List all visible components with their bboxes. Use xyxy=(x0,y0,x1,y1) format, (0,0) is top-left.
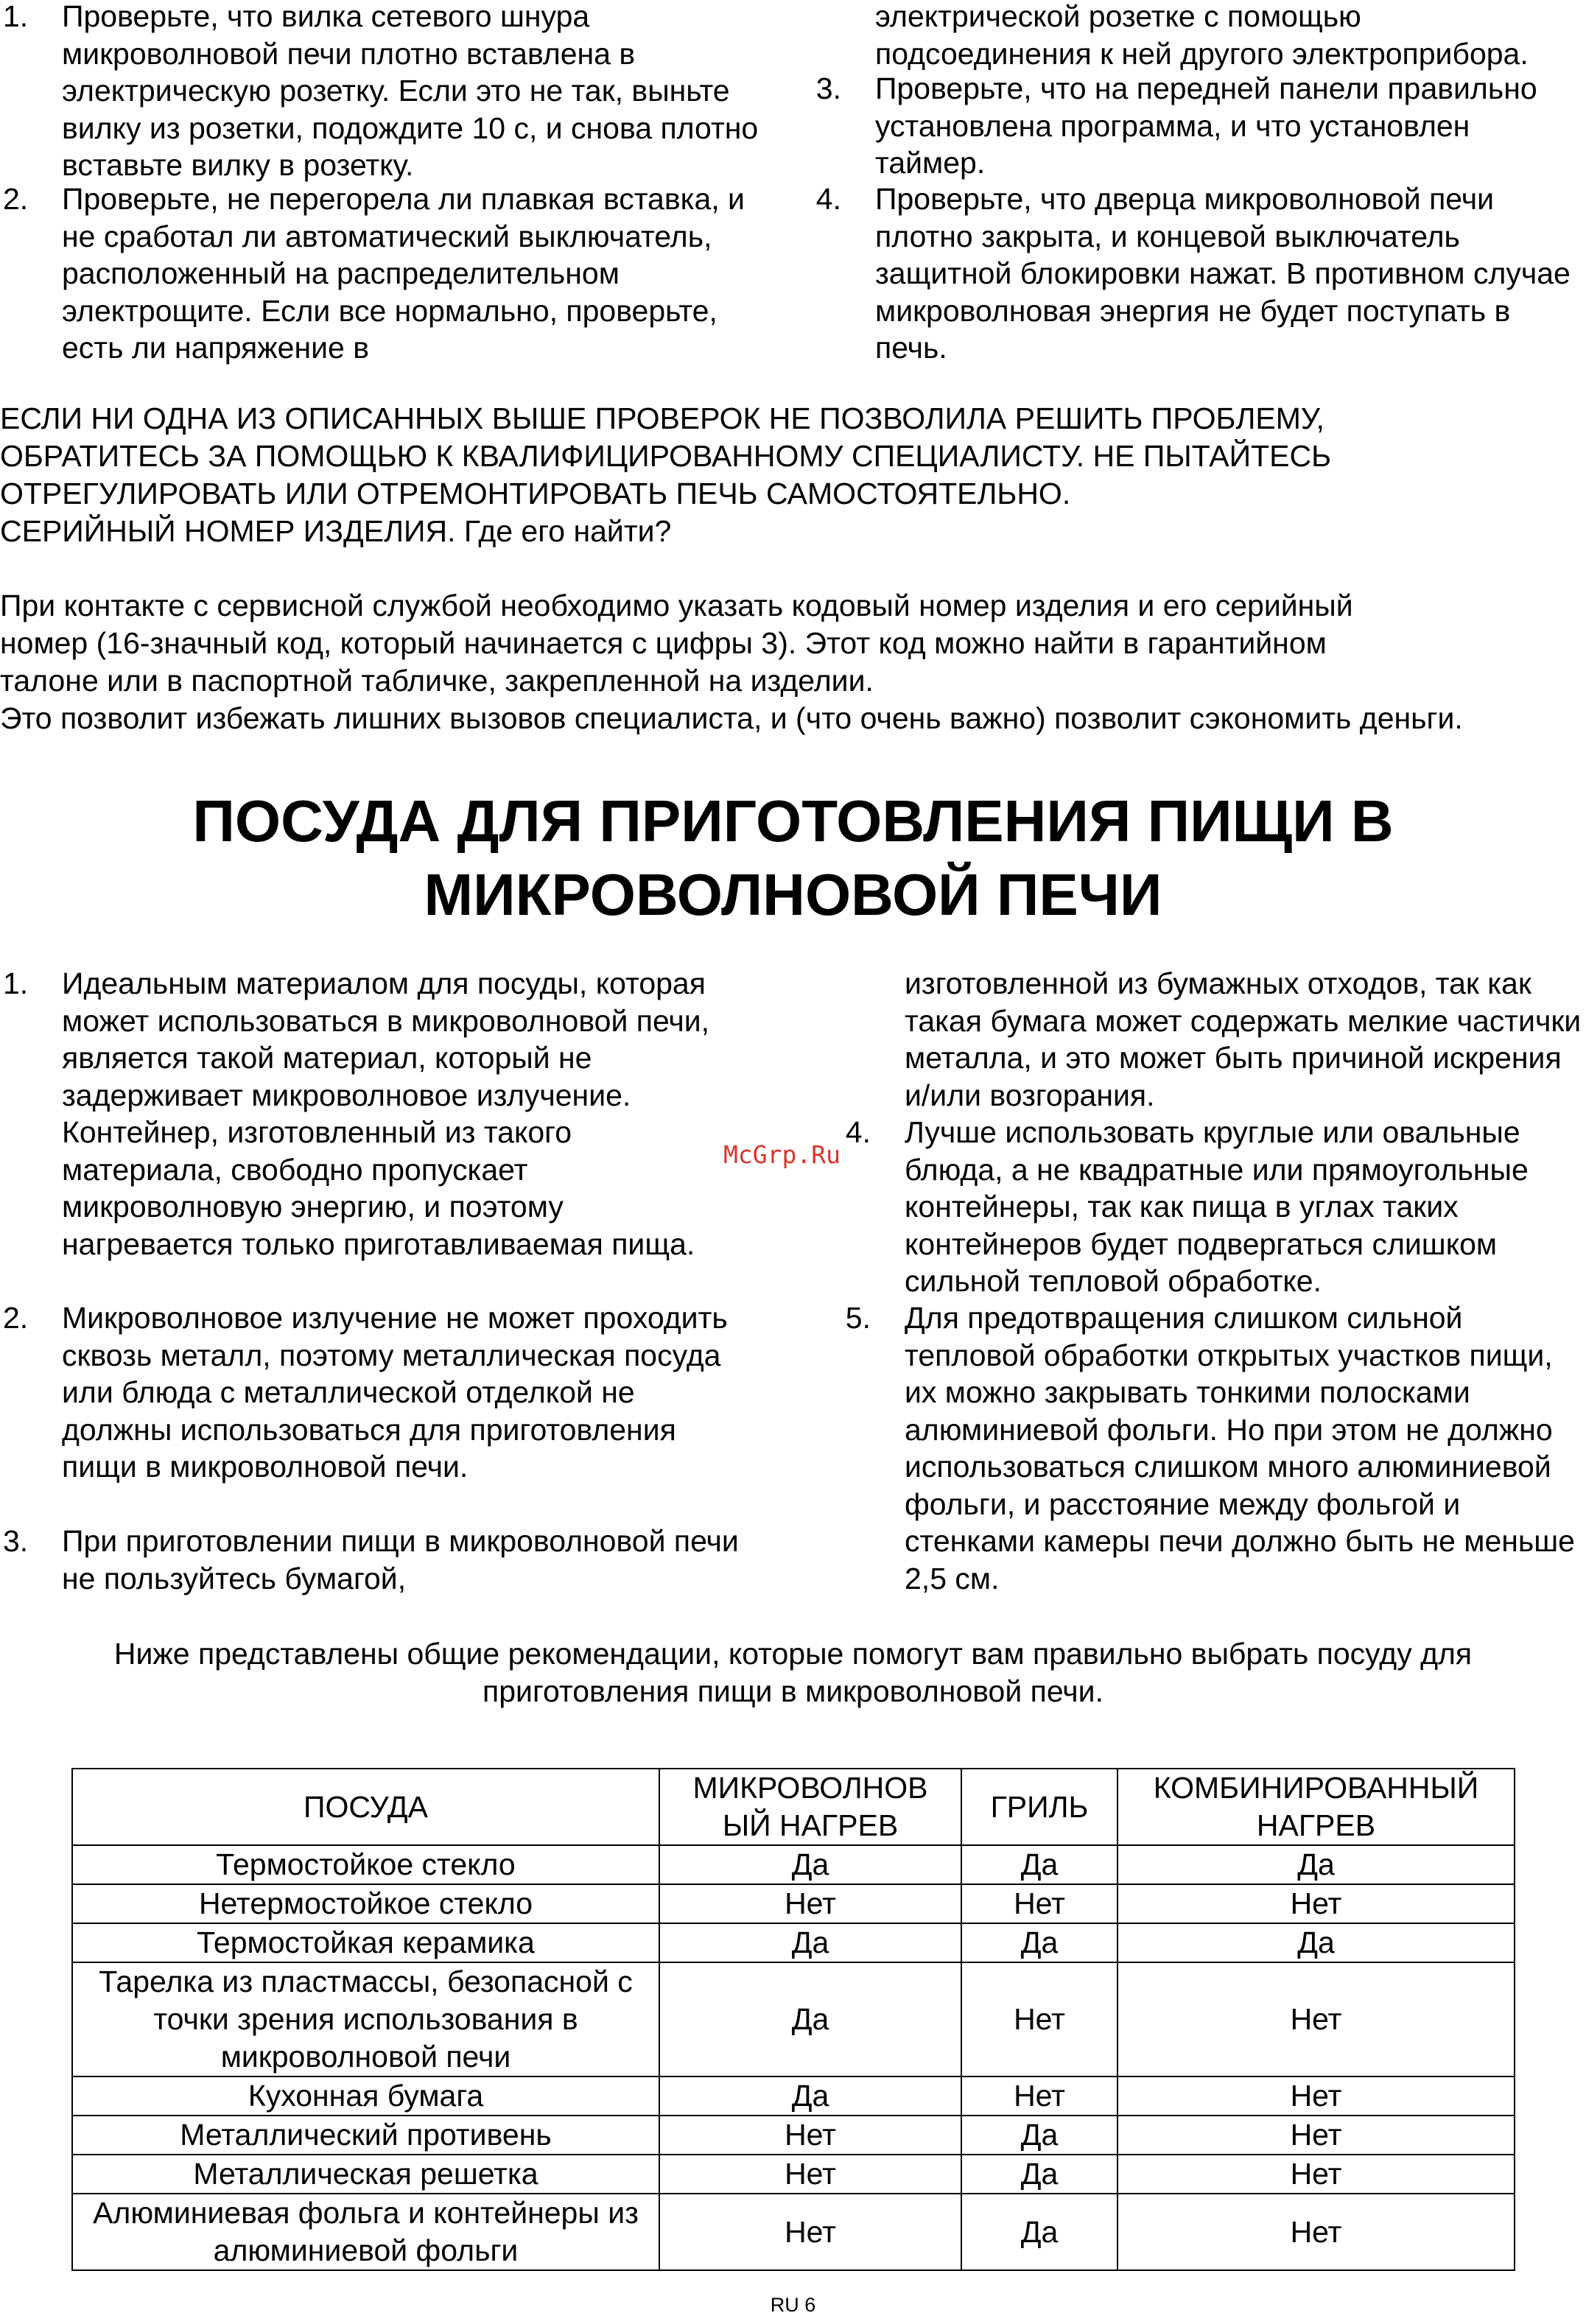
list-item-1 xyxy=(3,0,784,189)
list-number: 3. xyxy=(3,1524,29,1558)
table-header-row xyxy=(72,1769,1515,1845)
table-cell: Да xyxy=(961,1923,1117,1962)
table-row xyxy=(72,2076,1515,2116)
list-number: 1. xyxy=(3,0,29,33)
serial-heading: СЕРИЙНЫЙ НОМЕР ИЗДЕЛИЯ. Где его найти? xyxy=(0,514,672,548)
table-cell: Нет xyxy=(1117,2076,1515,2116)
cookware-table xyxy=(71,1768,1515,2271)
table-cell: Нет xyxy=(1117,2116,1515,2155)
table-cell: Нет xyxy=(659,2194,961,2270)
table-row xyxy=(72,1923,1515,1962)
list-number: 5. xyxy=(845,1301,871,1335)
table-cell: Нет xyxy=(659,2155,961,2194)
header-cell: ГРИЛЬ xyxy=(961,1769,1117,1845)
table-cell: Термостойкое стекло xyxy=(72,1845,659,1884)
table-cell: Нет xyxy=(659,2116,961,2155)
table-cell: Да xyxy=(1117,1923,1515,1962)
serial-line: номер (16-значный код, который начинается с цифры 3). Этот код можно найти в гарантийном xyxy=(0,626,1327,660)
table-cell: Да xyxy=(659,1845,961,1884)
page-number: RU 6 xyxy=(770,2294,816,2316)
table-cell: Кухонная бумага xyxy=(72,2076,659,2116)
warning-line: ОТРЕГУЛИРОВАТЬ ИЛИ ОТРЕМОНТИРОВАТЬ ПЕЧЬ САМОСТОЯТЕЛЬНО. xyxy=(0,477,1071,510)
table-row xyxy=(72,1884,1515,1923)
list-text: Для предотвращения слишком сильной тепловой обработки открытых участков пищи, их можно закрывать тонкими полосками алюминиевой фольги. Но при этом не должно использоваться слишком много алюминиевой фольги, и расстояние между фольгой и стенками камеры печи должно быть не меньше 2,5 см. xyxy=(905,1301,1575,1595)
list-item-2 xyxy=(3,180,784,372)
table-cell: Да xyxy=(659,1923,961,1962)
table-cell: Да xyxy=(1117,1845,1515,1884)
list-number: 2. xyxy=(3,182,29,216)
serial-line: Это позволит избежать лишних вызовов специалиста, и (что очень важно) позволит сэкономить деньги. xyxy=(0,701,1463,735)
list-text: Микроволновое излучение не может проходить сквозь металл, поэтому металлическая посуда или блюда с металлической отделкой не должны использоваться для приготовления пищи в микроволновой печи. xyxy=(62,1301,728,1484)
list-item-3 xyxy=(807,70,1582,180)
table-cell: Да xyxy=(659,2076,961,2116)
list-continuation: изготовленной из бумажных отходов, так как такая бумага может содержать мелкие частички металла, и это может быть причиной искрения и/или возгорания. xyxy=(905,966,1582,1112)
table-cell: Тарелка из пластмассы, безопасной с точки зрения использования в микроволновой печи xyxy=(72,1962,659,2076)
table-cell: Алюминиевая фольга и контейнеры из алюминиевой фольги xyxy=(72,2194,659,2270)
list-number: 1. xyxy=(3,966,29,1000)
table-row xyxy=(72,2155,1515,2194)
list-item-1 xyxy=(3,965,740,1304)
list-item-3 xyxy=(3,1523,740,1604)
list-item-2 xyxy=(3,1299,740,1528)
table-cell: Металлическая решетка xyxy=(72,2155,659,2194)
serial-line: талоне или в паспортной табличке, закрепленной на изделии. xyxy=(0,664,874,698)
table-cell: Нет xyxy=(961,2076,1117,2116)
table-cell: Нетермостойкое стекло xyxy=(72,1884,659,1923)
list-text: Проверьте, что на передней панели правильно установлена программа, и что установлен таймер. xyxy=(875,71,1537,180)
list-text: При приготовлении пищи в микроволновой печи не пользуйтесь бумагой, xyxy=(62,1524,739,1595)
warning-line: ОБРАТИТЕСЬ ЗА ПОМОЩЬЮ К КВАЛИФИЦИРОВАННОМУ СПЕЦИАЛИСТУ. НЕ ПЫТАЙТЕСЬ xyxy=(0,439,1332,473)
table-cell: Термостойкая керамика xyxy=(72,1923,659,1962)
table-cell: Нет xyxy=(1117,1884,1515,1923)
table-cell: Да xyxy=(961,2116,1117,2155)
table-row xyxy=(72,2116,1515,2155)
list-text: Проверьте, что дверца микроволновой печи плотно закрыта, и концевой выключатель защитной блокировки нажат. В противном случае микроволновая энергия не будет поступать в печь. xyxy=(875,182,1571,365)
table-cell: Нет xyxy=(961,1884,1117,1923)
header-cell: КОМБИНИРОВАННЫЙ НАГРЕВ xyxy=(1117,1769,1515,1845)
list-number: 3. xyxy=(815,71,841,105)
watermark: McGrp.Ru xyxy=(723,1140,841,1169)
table-cell: Да xyxy=(961,2155,1117,2194)
table-cell: Нет xyxy=(1117,2194,1515,2270)
header-cell: МИКРОВОЛНОВ ЫЙ НАГРЕВ xyxy=(659,1769,961,1845)
list-continuation: электрической розетке с помощью подсоединения к ней другого электроприбора. xyxy=(875,0,1529,71)
list-text: Идеальным материалом для посуды, которая может использоваться в микроволновой печи, является такой материал, который не задерживает микроволновое излучение. Контейнер, изготовленный из такого материала, свободно пропускает микроволновую энергию, и поэтому нагревается только приготавливаемая пища. xyxy=(62,966,710,1261)
list-number: 2. xyxy=(3,1301,29,1335)
table-cell: Да xyxy=(961,2194,1117,2270)
list-item-4 xyxy=(837,1114,1586,1305)
list-item-4 xyxy=(807,180,1582,372)
list-text: Проверьте, не перегорела ли плавкая вставка, и не сработал ли автоматический выключатель, расположенный на распределительном электрощите. Если все нормально, проверьте, есть ли напряжение в xyxy=(62,182,745,365)
table-cell: Металлический противень xyxy=(72,2116,659,2155)
section-title-line: МИКРОВОЛНОВОЙ ПЕЧИ xyxy=(424,862,1162,927)
recommendation-line: Ниже представлены общие рекомендации, которые помогут вам правильно выбрать посуду для xyxy=(113,1637,1473,1671)
list-item-5 xyxy=(837,1299,1586,1601)
list-number: 4. xyxy=(815,182,841,216)
list-text: Проверьте, что вилка сетевого шнура микроволновой печи плотно вставлена в электрическую розетку. Если это не так, выньте вилку из розетки, подождите 10 с, и снова плотно вставьте вилку в розетку. xyxy=(62,0,759,182)
serial-line: При контакте с сервисной службой необходимо указать кодовый номер изделия и его серийный xyxy=(0,589,1353,622)
table-cell: Да xyxy=(659,1962,961,2076)
table-cell: Нет xyxy=(1117,1962,1515,2076)
warning-line: ЕСЛИ НИ ОДНА ИЗ ОПИСАННЫХ ВЫШЕ ПРОВЕРОК НЕ ПОЗВОЛИЛА РЕШИТЬ ПРОБЛЕМУ, xyxy=(0,401,1324,435)
table-row xyxy=(72,2194,1515,2270)
table-row xyxy=(72,1962,1515,2076)
table-cell: Нет xyxy=(1117,2155,1515,2194)
list-text: Лучше использовать круглые или овальные блюда, а не квадратные или прямоугольные контейнеры, так как пища в углах таких контейнеров будет подвергаться слишком сильной тепловой обработке. xyxy=(905,1115,1529,1298)
table-row xyxy=(72,1845,1515,1884)
header-cell: ПОСУДА xyxy=(72,1769,659,1845)
recommendation-line: приготовления пищи в микроволновой печи. xyxy=(483,1674,1103,1708)
table-cell: Нет xyxy=(659,1884,961,1923)
table-cell: Нет xyxy=(961,1962,1117,2076)
list-number: 4. xyxy=(845,1115,871,1149)
table-cell: Да xyxy=(961,1845,1117,1884)
section-title-line: ПОСУДА ДЛЯ ПРИГОТОВЛЕНИЯ ПИЩИ В xyxy=(192,788,1394,854)
